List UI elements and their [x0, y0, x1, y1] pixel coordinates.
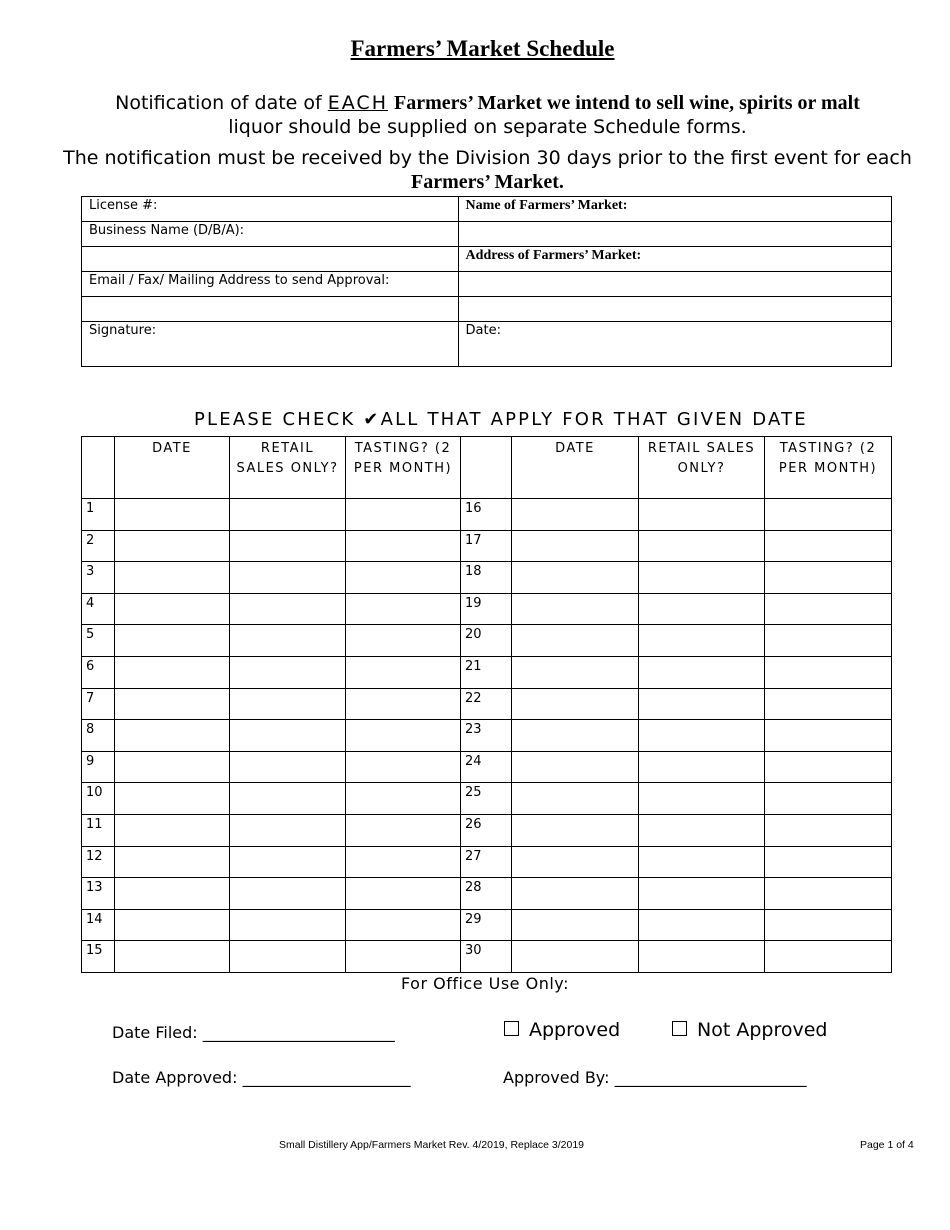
retail-cell[interactable] [230, 499, 346, 531]
email-field[interactable] [82, 272, 459, 297]
row-number: 25 [461, 783, 512, 815]
date-column-header-2: DATE [512, 437, 639, 499]
date-column-header: DATE [115, 437, 230, 499]
date-cell[interactable] [512, 720, 639, 752]
footer-form-id: Small Distillery App/Farmers Market Rev. 4/2019, Replace 3/2019 [279, 1139, 585, 1151]
tasting-cell[interactable] [765, 941, 892, 973]
date-cell[interactable] [512, 625, 639, 657]
schedule-row [82, 625, 892, 657]
market-name-value[interactable] [458, 222, 891, 247]
row-number-header [82, 437, 115, 499]
schedule-row [82, 846, 892, 878]
retail-cell[interactable] [230, 720, 346, 752]
date-cell[interactable] [512, 909, 639, 941]
tasting-cell[interactable] [765, 783, 892, 815]
footer-page-number: Page 1 of 4 [860, 1139, 914, 1151]
tasting-cell[interactable] [765, 688, 892, 720]
date-cell[interactable] [115, 530, 230, 562]
row-number: 23 [461, 720, 512, 752]
intro-paragraph-1 [0, 91, 950, 139]
date-cell[interactable] [115, 814, 230, 846]
tasting-cell[interactable] [765, 751, 892, 783]
date-cell[interactable] [512, 656, 639, 688]
tasting-cell[interactable] [346, 499, 461, 531]
not-approved-label: Not Approved [697, 1019, 828, 1041]
market-address-value-1[interactable] [458, 272, 891, 297]
approved-option[interactable] [504, 1019, 620, 1041]
email-label: Email / Fax/ Mailing Address to send Approval: [89, 273, 390, 288]
schedule-row [82, 878, 892, 910]
market-address-field[interactable] [458, 247, 891, 272]
tasting-cell[interactable] [346, 814, 461, 846]
date-cell[interactable] [115, 846, 230, 878]
row-number: 16 [461, 499, 512, 531]
intro-paragraph-2 [0, 146, 950, 194]
tasting-cell[interactable] [765, 720, 892, 752]
market-address-value-2[interactable] [458, 297, 891, 322]
date-label: Date: [465, 323, 501, 338]
intro-line1-prefix: Notification of date of [115, 92, 322, 114]
retail-cell[interactable] [639, 656, 765, 688]
row-number: 22 [461, 688, 512, 720]
not-approved-option[interactable] [672, 1019, 827, 1041]
schedule-row [82, 814, 892, 846]
row-number: 19 [461, 593, 512, 625]
tasting-cell[interactable] [765, 593, 892, 625]
tasting-cell[interactable] [346, 593, 461, 625]
retail-cell[interactable] [639, 846, 765, 878]
tasting-cell[interactable] [346, 688, 461, 720]
schedule-row [82, 720, 892, 752]
tasting-cell[interactable] [765, 530, 892, 562]
row-number: 3 [82, 562, 115, 594]
row-number: 24 [461, 751, 512, 783]
email-value[interactable] [82, 297, 459, 322]
row-number: 12 [82, 846, 115, 878]
tasting-cell[interactable] [346, 846, 461, 878]
schedule-row [82, 593, 892, 625]
retail-cell[interactable] [230, 814, 346, 846]
row-number: 28 [461, 878, 512, 910]
market-name-label: Name of Farmers’ Market: [465, 198, 628, 213]
date-cell[interactable] [512, 593, 639, 625]
date-cell[interactable] [115, 720, 230, 752]
retail-cell[interactable] [639, 783, 765, 815]
check-header-prefix: PLEASE CHECK [194, 409, 356, 430]
business-name-label: Business Name (D/B/A): [89, 223, 245, 238]
date-cell[interactable] [115, 656, 230, 688]
page-title: Farmers’ Market Schedule [350, 36, 615, 61]
schedule-row [82, 499, 892, 531]
retail-cell[interactable] [230, 530, 346, 562]
applicant-info-table [81, 196, 892, 367]
date-cell[interactable] [115, 941, 230, 973]
tasting-cell[interactable] [765, 562, 892, 594]
row-number: 5 [82, 625, 115, 657]
tasting-cell[interactable] [765, 656, 892, 688]
intro-line1-bold: Farmers’ Market we intend to sell wine, spirits or malt [394, 92, 860, 114]
office-use-heading: For Office Use Only: [401, 974, 569, 993]
date-cell[interactable] [512, 783, 639, 815]
row-number: 27 [461, 846, 512, 878]
intro-line2: The notification must be received by the Division 30 days prior to the first event for each [63, 147, 912, 169]
retail-cell[interactable] [639, 625, 765, 657]
retail-cell[interactable] [639, 688, 765, 720]
date-cell[interactable] [115, 593, 230, 625]
retail-cell[interactable] [639, 499, 765, 531]
row-number: 10 [82, 783, 115, 815]
date-cell[interactable] [512, 878, 639, 910]
date-cell[interactable] [512, 562, 639, 594]
tasting-cell[interactable] [346, 625, 461, 657]
check-instructions [194, 409, 808, 430]
date-cell[interactable] [115, 751, 230, 783]
license-field[interactable] [82, 197, 459, 222]
retail-cell[interactable] [639, 941, 765, 973]
row-number: 4 [82, 593, 115, 625]
date-cell[interactable] [115, 499, 230, 531]
schedule-row [82, 562, 892, 594]
tasting-column-header: TASTING? (2 PER MONTH) [346, 437, 461, 499]
date-cell[interactable] [115, 878, 230, 910]
row-number: 21 [461, 656, 512, 688]
business-name-field[interactable] [82, 222, 459, 247]
schedule-row [82, 783, 892, 815]
date-cell[interactable] [115, 909, 230, 941]
tasting-cell[interactable] [765, 499, 892, 531]
date-approved-label: Date Approved: [112, 1068, 238, 1087]
tasting-cell[interactable] [346, 530, 461, 562]
date-cell[interactable] [115, 688, 230, 720]
row-number: 30 [461, 941, 512, 973]
row-number: 14 [82, 909, 115, 941]
row-number-header-2 [461, 437, 512, 499]
retail-cell[interactable] [639, 878, 765, 910]
approved-checkbox[interactable] [504, 1021, 519, 1036]
business-name-value[interactable] [82, 247, 459, 272]
row-number: 26 [461, 814, 512, 846]
tasting-cell[interactable] [765, 846, 892, 878]
retail-cell[interactable] [230, 751, 346, 783]
retail-cell[interactable] [230, 783, 346, 815]
retail-cell[interactable] [639, 562, 765, 594]
row-number: 11 [82, 814, 115, 846]
tasting-cell[interactable] [765, 909, 892, 941]
schedule-row [82, 656, 892, 688]
check-header-suffix: ALL THAT APPLY FOR THAT GIVEN DATE [380, 409, 808, 430]
tasting-cell[interactable] [346, 720, 461, 752]
schedule-table [81, 436, 892, 973]
retail-cell[interactable] [639, 814, 765, 846]
row-number: 9 [82, 751, 115, 783]
schedule-row [82, 751, 892, 783]
row-number: 6 [82, 656, 115, 688]
date-cell[interactable] [512, 941, 639, 973]
date-approved-row [112, 1068, 411, 1087]
retail-cell[interactable] [639, 720, 765, 752]
schedule-row [82, 530, 892, 562]
license-label: License #: [89, 198, 158, 213]
row-number: 13 [82, 878, 115, 910]
tasting-cell[interactable] [346, 751, 461, 783]
retail-cell[interactable] [230, 625, 346, 657]
date-filed-label: Date Filed: [112, 1023, 198, 1042]
tasting-cell[interactable] [346, 941, 461, 973]
row-number: 15 [82, 941, 115, 973]
approved-by-row [503, 1068, 807, 1087]
retail-cell[interactable] [230, 941, 346, 973]
retail-cell[interactable] [230, 562, 346, 594]
retail-cell[interactable] [230, 878, 346, 910]
approved-by-line[interactable]: ________________________ [614, 1068, 807, 1087]
retail-column-header-2: RETAIL SALES ONLY? [639, 437, 765, 499]
retail-cell[interactable] [230, 688, 346, 720]
date-cell[interactable] [512, 751, 639, 783]
schedule-row [82, 941, 892, 973]
tasting-cell[interactable] [346, 656, 461, 688]
date-cell[interactable] [512, 846, 639, 878]
date-field[interactable] [458, 322, 891, 367]
approved-label: Approved [529, 1019, 621, 1041]
intro-line1-rest: liquor should be supplied on separate Schedule forms. [228, 116, 747, 138]
retail-cell[interactable] [230, 656, 346, 688]
signature-label: Signature: [89, 323, 157, 338]
market-name-field[interactable] [458, 197, 891, 222]
row-number: 1 [82, 499, 115, 531]
row-number: 20 [461, 625, 512, 657]
retail-cell[interactable] [230, 909, 346, 941]
tasting-column-header-2: TASTING? (2 PER MONTH) [765, 437, 892, 499]
date-cell[interactable] [115, 562, 230, 594]
tasting-cell[interactable] [346, 562, 461, 594]
date-cell[interactable] [512, 499, 639, 531]
retail-cell[interactable] [639, 909, 765, 941]
date-cell[interactable] [115, 783, 230, 815]
retail-column-header: RETAIL SALES ONLY? [230, 437, 346, 499]
row-number: 7 [82, 688, 115, 720]
tasting-cell[interactable] [765, 814, 892, 846]
tasting-cell[interactable] [346, 909, 461, 941]
signature-field[interactable] [82, 322, 459, 367]
not-approved-checkbox[interactable] [672, 1021, 687, 1036]
date-cell[interactable] [512, 530, 639, 562]
market-address-label: Address of Farmers’ Market: [465, 248, 642, 263]
retail-cell[interactable] [230, 593, 346, 625]
tasting-cell[interactable] [765, 878, 892, 910]
date-approved-line[interactable]: _____________________ [242, 1068, 411, 1087]
tasting-cell[interactable] [346, 783, 461, 815]
retail-cell[interactable] [639, 593, 765, 625]
retail-cell[interactable] [639, 530, 765, 562]
tasting-cell[interactable] [765, 625, 892, 657]
row-number: 17 [461, 530, 512, 562]
approved-by-label: Approved By: [503, 1068, 610, 1087]
date-cell[interactable] [512, 814, 639, 846]
row-number: 8 [82, 720, 115, 752]
row-number: 29 [461, 909, 512, 941]
date-filed-line[interactable]: ________________________ [202, 1023, 395, 1042]
checkmark-icon: ✔ [363, 409, 381, 430]
intro-line2-bold: Farmers’ Market. [411, 171, 564, 193]
schedule-row [82, 688, 892, 720]
retail-cell[interactable] [639, 751, 765, 783]
schedule-header-row [82, 437, 892, 499]
schedule-row [82, 909, 892, 941]
row-number: 2 [82, 530, 115, 562]
date-cell[interactable] [115, 625, 230, 657]
tasting-cell[interactable] [346, 878, 461, 910]
row-number: 18 [461, 562, 512, 594]
date-cell[interactable] [512, 688, 639, 720]
intro-each: EACH [327, 92, 388, 114]
retail-cell[interactable] [230, 846, 346, 878]
date-filed-row [112, 1023, 395, 1042]
